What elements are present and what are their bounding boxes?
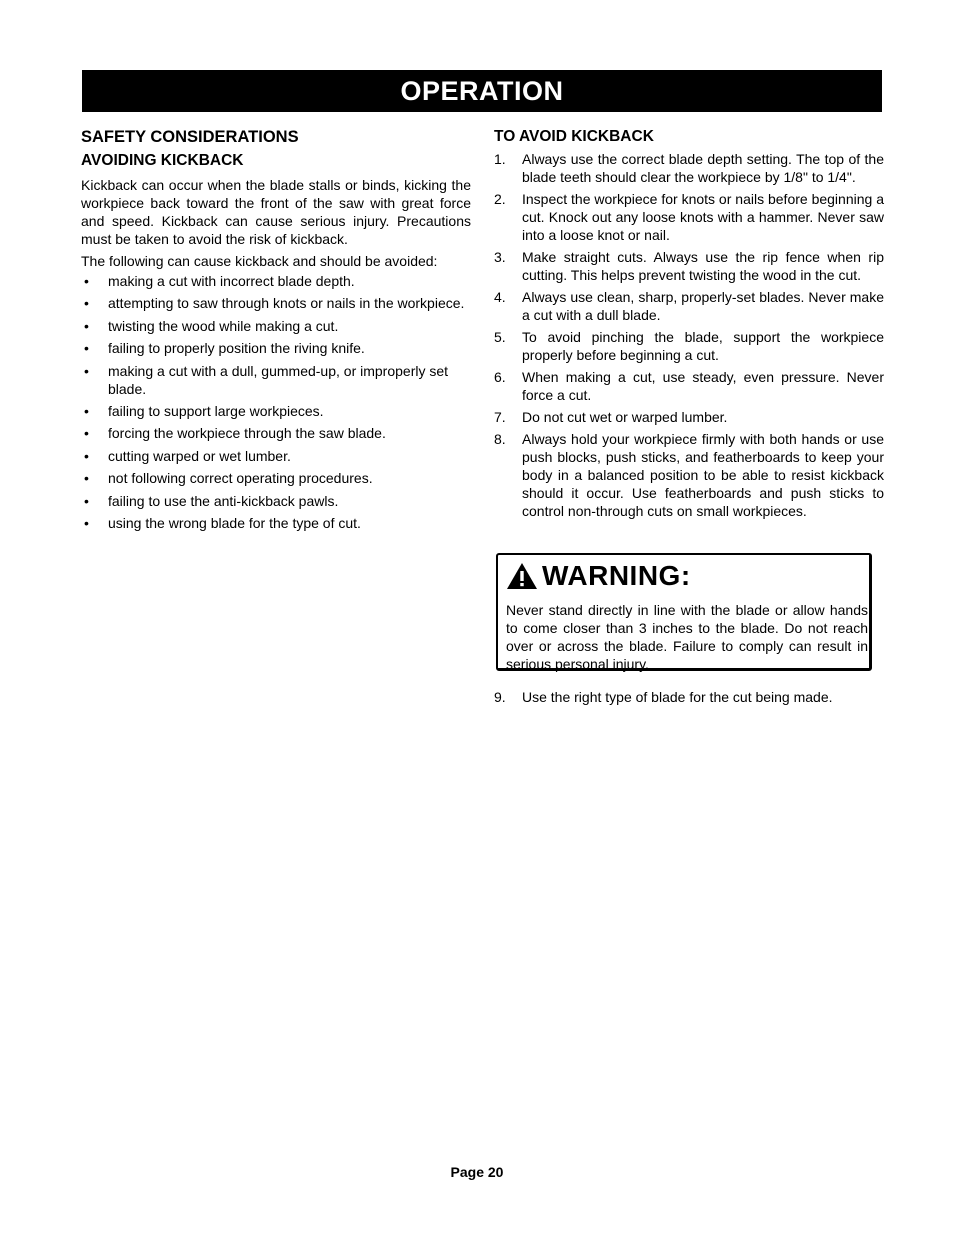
bullet-icon: • [84,362,89,379]
list-item [81,339,471,357]
step-number: 6. [494,369,506,385]
step-item [494,328,884,364]
banner-title: OPERATION [400,75,564,106]
step-item [494,688,884,706]
list-item-text: twisting the wood while making a cut. [108,317,339,334]
step-number: 9. [494,689,506,705]
bullet-icon: • [84,492,89,509]
list-item-text: making a cut with a dull, gummed-up, or improperly set blade. [108,362,449,397]
list-item-text: cutting warped or wet lumber. [108,447,291,464]
intro-paragraph: Kickback can occur when the blade stalls or binds, kicking the workpiece back toward the front of the saw with great force and speed. Kickback can cause serious injury. Precautions must be taken to avoid the risk of kickback. [81,177,471,247]
list-item-text: not following correct operating procedures. [108,470,373,487]
list-item-text: forcing the workpiece through the saw blade. [108,425,386,442]
list-item [81,514,471,532]
step-text: Always use the correct blade depth setting. The top of the blade teeth should clear the workpiece by 1/8" to 1/4". [522,151,884,185]
step-text: To avoid pinching the blade, support the workpiece properly before beginning a cut. [522,329,884,363]
list-item [81,402,471,420]
step-item [494,248,884,284]
list-item [81,362,471,398]
bullet-icon: • [84,514,89,531]
step-item [494,408,884,426]
warning-title: WARNING: [542,560,691,591]
kickback-causes-list [81,272,471,532]
step-number: 2. [494,191,506,207]
section-title: SAFETY CONSIDERATIONS [81,128,299,146]
step-text: Inspect the workpiece for knots or nails before beginning a cut. Knock out any loose knots with a hammer. Never saw into a loose knot or nail. [522,191,884,243]
bullet-icon: • [84,402,89,419]
list-item-text: failing to properly position the riving knife. [108,340,365,357]
bullet-icon: • [84,295,89,312]
avoid-kickback-steps [494,150,884,520]
step-number: 7. [494,409,506,425]
right-column [494,128,884,524]
subsection-title: AVOIDING KICKBACK [81,152,244,169]
step-item [494,430,884,520]
step-text: Always hold your workpiece firmly with both hands or use push blocks, push sticks, and featherboards to keep your body in a balanced position to be able to resist kickback should it occur. Use featherboards and push sticks to control non-through cuts on small workpieces. [522,431,884,519]
step-item [494,190,884,244]
step-text: Do not cut wet or warped lumber. [522,409,728,425]
list-item-text: failing to use the anti-kickback pawls. [108,492,339,509]
warning-text: Never stand directly in line with the blade or allow hands to come closer than 3 inches to the blade. Do not reach over or across the blade. Failure to comply can result in serious personal injury. [506,602,868,672]
bullet-icon: • [84,425,89,442]
page-number: Page 20 [450,1164,504,1180]
list-item-text: making a cut with incorrect blade depth. [108,273,355,289]
step-number: 4. [494,289,506,305]
step-number: 3. [494,249,506,265]
list-item-text: failing to support large workpieces. [108,402,324,419]
bullet-icon: • [84,340,89,357]
warning-box [496,553,872,671]
bullet-icon: • [84,273,89,289]
list-item [81,317,471,335]
list-item [81,469,471,487]
step-item [494,368,884,404]
warning-triangle-icon [506,562,538,590]
step-item [494,288,884,324]
list-item [81,272,471,290]
bullet-icon: • [84,447,89,464]
bullet-icon: • [84,470,89,487]
step-9 [494,688,884,710]
operation-banner [82,70,882,112]
list-item [81,294,471,312]
list-item [81,424,471,442]
lead-paragraph: The following can cause kickback and should be avoided: [81,253,438,269]
left-column [81,127,471,536]
avoid-kickback-title: TO AVOID KICKBACK [494,128,654,145]
list-item-text: attempting to saw through knots or nails in the workpiece. [108,295,465,312]
step-number: 5. [494,329,506,345]
step-number: 8. [494,431,506,447]
avoid-kickback-steps-continued [494,688,884,706]
step-text: Make straight cuts. Always use the rip fence when rip cutting. This helps prevent twisting the wood in the cut. [522,249,884,283]
step-item [494,150,884,186]
bullet-icon: • [84,317,89,334]
list-item [81,447,471,465]
step-text: Use the right type of blade for the cut being made. [522,689,833,705]
step-text: Always use clean, sharp, properly-set blades. Never make a cut with a dull blade. [522,289,884,323]
list-item [81,492,471,510]
warning-header [506,561,869,591]
step-number: 1. [494,151,506,167]
step-text: When making a cut, use steady, even pressure. Never force a cut. [522,369,884,403]
list-item-text: using the wrong blade for the type of cut. [108,514,361,531]
